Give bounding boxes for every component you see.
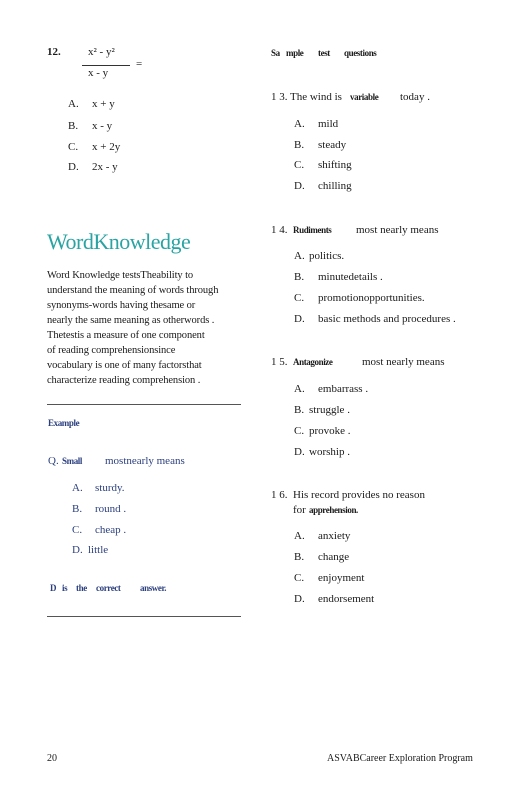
option-text: 2x - y [92, 161, 118, 173]
option-text: shifting [318, 159, 352, 171]
example-label: Example [48, 418, 80, 428]
answer-word: answer. [140, 583, 167, 593]
option-text: sturdy. [95, 482, 125, 494]
option-letter: D. [294, 313, 305, 325]
section-heading: WordKnowledge [47, 229, 191, 254]
option-letter: C. [294, 425, 305, 437]
option-text: mild [318, 118, 339, 130]
example-question-word: Small [62, 456, 83, 466]
option-letter: D. [72, 544, 83, 556]
example-question-rest: mostnearly means [105, 455, 185, 467]
title-part: questions [344, 48, 377, 58]
key-word: Antagonize [293, 357, 333, 367]
option-letter: B. [294, 139, 305, 151]
paragraph-line: characterize reading comprehension . [47, 375, 201, 386]
option-text: anxiety [318, 530, 351, 542]
question-text: most nearly means [362, 356, 445, 368]
fraction-bar [82, 65, 130, 66]
paragraph-line: Word Knowledge testsTheability to [47, 270, 194, 281]
title-part: mple [286, 48, 304, 58]
fraction-numerator: x² - y² [88, 46, 115, 58]
paragraph-line: Thetestis a measure of one component [47, 330, 205, 341]
page-number: 20 [47, 753, 57, 764]
option-letter: B. [68, 120, 79, 132]
question-number: 1 5. [271, 356, 288, 368]
divider [47, 616, 241, 617]
option-letter: C. [294, 572, 305, 584]
option-text: politics. [309, 250, 345, 262]
option-letter: A. [68, 98, 79, 110]
option-text: round . [95, 503, 127, 515]
option-text: chilling [318, 180, 352, 192]
answer-word: the [76, 583, 87, 593]
section-paragraph [47, 268, 247, 388]
option-letter: C. [72, 524, 83, 536]
footer-program: ASVABCareer Exploration Program [327, 753, 473, 764]
option-letter: A. [294, 530, 305, 542]
paragraph-line: of reading comprehensionsince [47, 345, 176, 356]
option-text: promotionopportunities. [318, 292, 425, 304]
option-letter: D. [294, 593, 305, 605]
key-word: variable [350, 92, 379, 102]
option-text: embarrass . [318, 383, 369, 395]
fraction-denominator: x - y [88, 67, 109, 79]
option-text: provoke . [309, 425, 351, 437]
title-part: Sa [271, 48, 280, 58]
question-number: 12. [47, 46, 61, 58]
question-text: The wind is [290, 91, 342, 103]
option-letter: D. [294, 180, 305, 192]
option-letter: B. [294, 271, 305, 283]
title-part: test [318, 48, 330, 58]
option-text: x + 2y [92, 141, 121, 153]
option-letter: A. [294, 250, 305, 262]
option-text: little [88, 544, 109, 556]
option-letter: A. [294, 383, 305, 395]
key-word: apprehension. [309, 505, 358, 515]
option-letter: A. [72, 482, 83, 494]
option-letter: D. [294, 446, 305, 458]
option-text: x - y [92, 120, 113, 132]
example-question-prefix: Q. [48, 455, 59, 467]
option-letter: A. [294, 118, 305, 130]
paragraph-line: understand the meaning of words through [47, 285, 219, 296]
option-text: endorsement [318, 593, 375, 605]
option-text: basic methods and procedures . [318, 313, 456, 325]
option-text: x + y [92, 98, 115, 110]
question-text: for [293, 504, 306, 516]
question-number: 1 6. [271, 489, 288, 501]
option-text: change [318, 551, 350, 563]
option-letter: C. [294, 292, 305, 304]
answer-word: correct [96, 583, 121, 593]
question-text: today . [400, 91, 430, 103]
option-letter: B. [294, 551, 305, 563]
paragraph-line: vocabulary is one of many factorsthat [47, 360, 202, 371]
key-word: Rudiments [293, 225, 332, 235]
option-text: cheap . [95, 524, 127, 536]
option-text: minutedetails . [318, 271, 383, 283]
option-text: worship . [309, 446, 350, 458]
option-text: struggle . [309, 404, 350, 416]
paragraph-line: nearly the same meaning as otherwords . [47, 315, 215, 326]
option-letter: B. [294, 404, 305, 416]
question-text: most nearly means [356, 224, 439, 236]
equals-sign: = [136, 58, 143, 70]
option-letter: B. [72, 503, 83, 515]
option-text: steady [318, 139, 347, 151]
question-text: His record provides no reason [293, 489, 425, 501]
answer-word: D [50, 583, 57, 593]
option-letter: C. [294, 159, 305, 171]
option-letter: C. [68, 141, 79, 153]
paragraph-line: synonyms-words having thesame or [47, 300, 196, 311]
divider [47, 404, 241, 405]
option-text: enjoyment [318, 572, 365, 584]
question-number: 1 3. [271, 91, 288, 103]
option-letter: D. [68, 161, 79, 173]
answer-word: is [62, 583, 68, 593]
question-number: 1 4. [271, 224, 288, 236]
